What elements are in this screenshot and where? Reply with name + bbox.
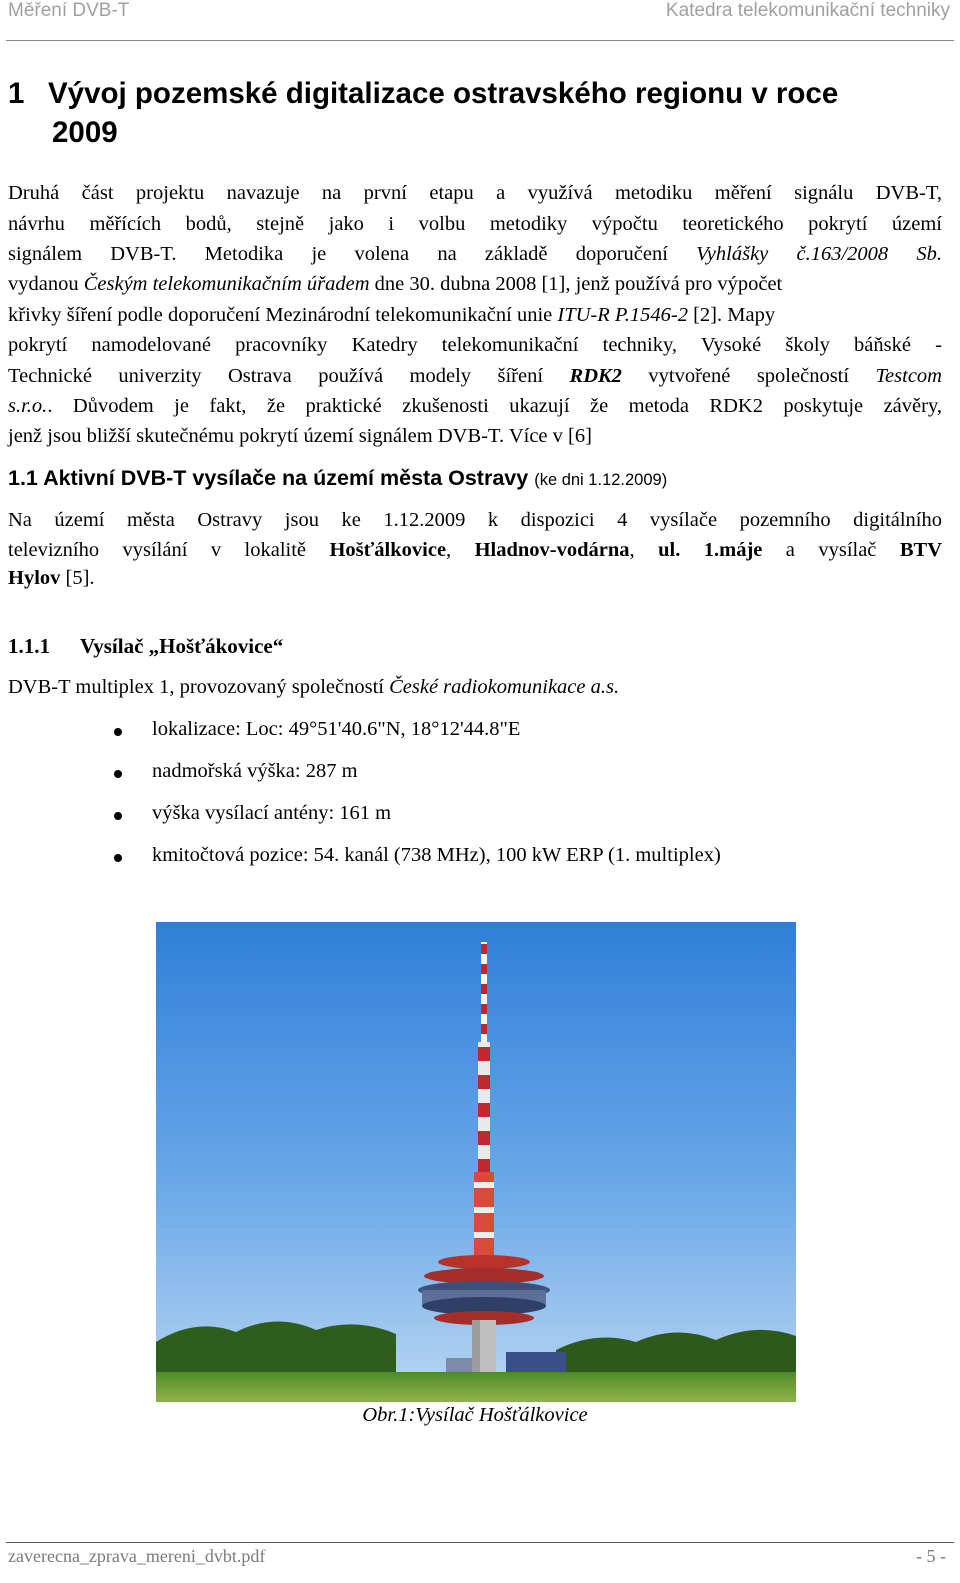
chapter-heading [8, 74, 938, 152]
itu-recommendation: ITU-R P.1546-2 [557, 304, 688, 326]
intro-line-8: s.r.o.. Důvodem je fakt, že praktické zkušenosti ukazují že metoda RDK2 poskytuje závěry, [8, 395, 942, 417]
intro-line-2: návrhu měřících bodů, stejně jako i volbu metodiky výpočtu teoretického pokrytí území [8, 213, 942, 235]
authority-name: Českým telekomunikačním úřadem [83, 273, 370, 295]
bullet-icon [114, 728, 122, 736]
multiplex-line: DVB-T multiplex 1, provozovaný společností České radiokomunikace a.s. [8, 676, 620, 698]
transmitters-line-1: Na území města Ostravy jsou ke 1.12.2009 k dispozici 4 vysílače pozemního digitálního [8, 509, 942, 531]
subsection-title: Vysílač „Hošťákovice“ [80, 634, 284, 658]
bullet-icon [114, 854, 122, 862]
transmitters-line-2: televizního vysílání v lokalitě Hošťálkovice, Hladnov-vodárna, ul. 1.máje a vysílač BTV [8, 539, 942, 561]
footer-divider [6, 1542, 954, 1543]
list-item: kmitočtová pozice: 54. kanál (738 MHz), 100 kW ERP (1. multiplex) [0, 844, 950, 872]
model-name: RDK2 [569, 365, 622, 387]
header-department: Katedra telekomunikační techniky [665, 0, 950, 21]
chapter-number: 1 [8, 77, 25, 110]
chapter-title-line2: 2009 [52, 116, 118, 149]
intro-line-4: vydanou Českým telekomunikačním úřadem dne 30. dubna 2008 [1], jenž používá pro výpočet [8, 273, 783, 295]
chapter-title-line1: Vývoj pozemské digitalizace ostravského regionu v roce [48, 77, 839, 110]
page-number: - 5 - [916, 1546, 946, 1566]
intro-line-6: pokrytí namodelované pracovníky Katedry telekomunikační techniky, Vysoké školy báňské - [8, 334, 942, 356]
bullet-icon [114, 770, 122, 778]
operator-name: České radiokomunikace a.s. [389, 676, 620, 698]
list-item: nadmořská výška: 287 m [0, 760, 950, 788]
company-name: Testcom [875, 365, 942, 387]
transmitter-tower-photo [156, 922, 796, 1402]
subsection-heading [8, 634, 283, 659]
intro-line-5: křivky šíření podle doporučení Mezinárodní telekomunikační unie ITU-R P.1546-2 [2]. Mapy [8, 304, 776, 326]
intro-line-9: jenž jsou bližší skutečnému pokrytí území signálem DVB-T. Více v [6] [8, 425, 592, 447]
header-divider [6, 40, 954, 41]
intro-line-3: signálem DVB-T. Metodika je volena na základě doporučení Vyhlášky č.163/2008 Sb. [8, 243, 942, 265]
bullet-icon [114, 812, 122, 820]
list-item: výška vysílací antény: 161 m [0, 802, 950, 830]
intro-line-1: Druhá část projektu navazuje na první etapu a využívá metodiku měření signálu DVB-T, [8, 182, 942, 204]
footer-filename: zaverecna_zprava_mereni_dvbt.pdf [8, 1546, 266, 1566]
header-document-title: Měření DVB-T [8, 0, 130, 21]
subsection-number: 1.1.1 [8, 634, 50, 658]
intro-line-7: Technické univerzity Ostrava používá modely šíření RDK2 vytvořené společností Testcom [8, 365, 942, 387]
list-item: lokalizace: Loc: 49°51'40.6"N, 18°12'44.8"E [0, 718, 950, 746]
transmitters-line-3: Hylov [5]. [8, 567, 95, 589]
figure-caption: Obr.1:Vysílač Hošťálkovice [362, 1404, 588, 1426]
section-date-note: (ke dni 1.12.2009) [534, 471, 668, 489]
section-heading: 1.1 Aktivní DVB-T vysílače na území města Ostravy (ke dni 1.12.2009) [8, 466, 668, 490]
regulation-reference: Vyhlášky č.163/2008 Sb. [696, 243, 942, 265]
